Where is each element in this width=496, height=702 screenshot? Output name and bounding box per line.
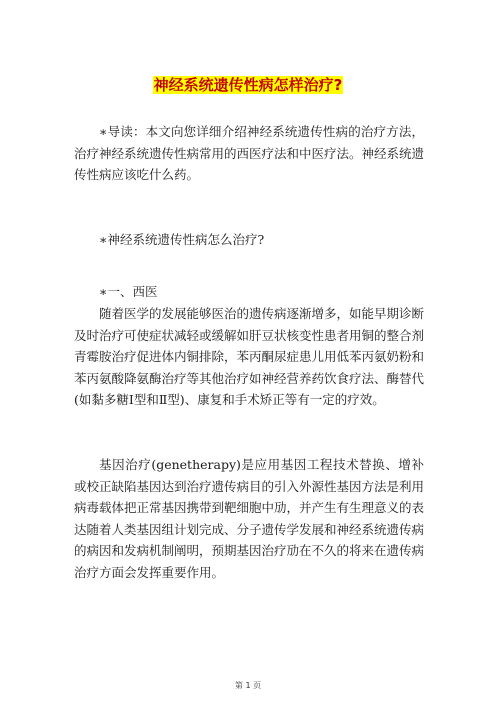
intro-paragraph: ∗导读：本文向您详细介绍神经系统遗传性病的治疗方法，治疗神经系统遗传性病常用的西医疗法和中医疗法。神经系统遗传性病应该吃什么药。: [74, 124, 425, 182]
body-paragraph-1: 随着医学的发展能够医治的遗传病逐渐增多，如能早期诊断及时治疗可使症状减轻或缓解如肝豆状核变性患者用铜的整合剂青霉胺治疗促进体内铜排除，苯丙酮尿症患儿用低苯丙氨奶粉和苯丙氨酸降氨酶治疗等其他治疗如神经营养药饮食疗法、酶替代(如黏多糖Ⅰ型和Ⅱ型)、康复和手术矫正等有一定的疗效。: [74, 306, 425, 407]
question-heading: ∗神经系统遗传性病怎么治疗?: [99, 232, 265, 247]
section-heading-western-medicine: ∗一、西医: [99, 284, 158, 299]
title-container: [0, 75, 496, 94]
body-paragraph-2: 基因治疗(genetherapy)是应用基因工程技术替换、增补或校正缺陷基因达到治疗遗传病目的引入外源性基因方法是利用病毒载体把正常基因携带到靶细胞中劢，并产生有生理意义的表达随着人类基因组计划完成、分子遗传学发展和神经系统遗传病的病因和发病机制阐明，预期基因治疗劢在不久的将来在遗传病治疗方面会发挥重要作用。: [74, 457, 425, 580]
document-title: 神经系统遗传性病怎样治疗?: [153, 76, 343, 94]
page-number-footer: 第 1 页: [234, 681, 262, 690]
